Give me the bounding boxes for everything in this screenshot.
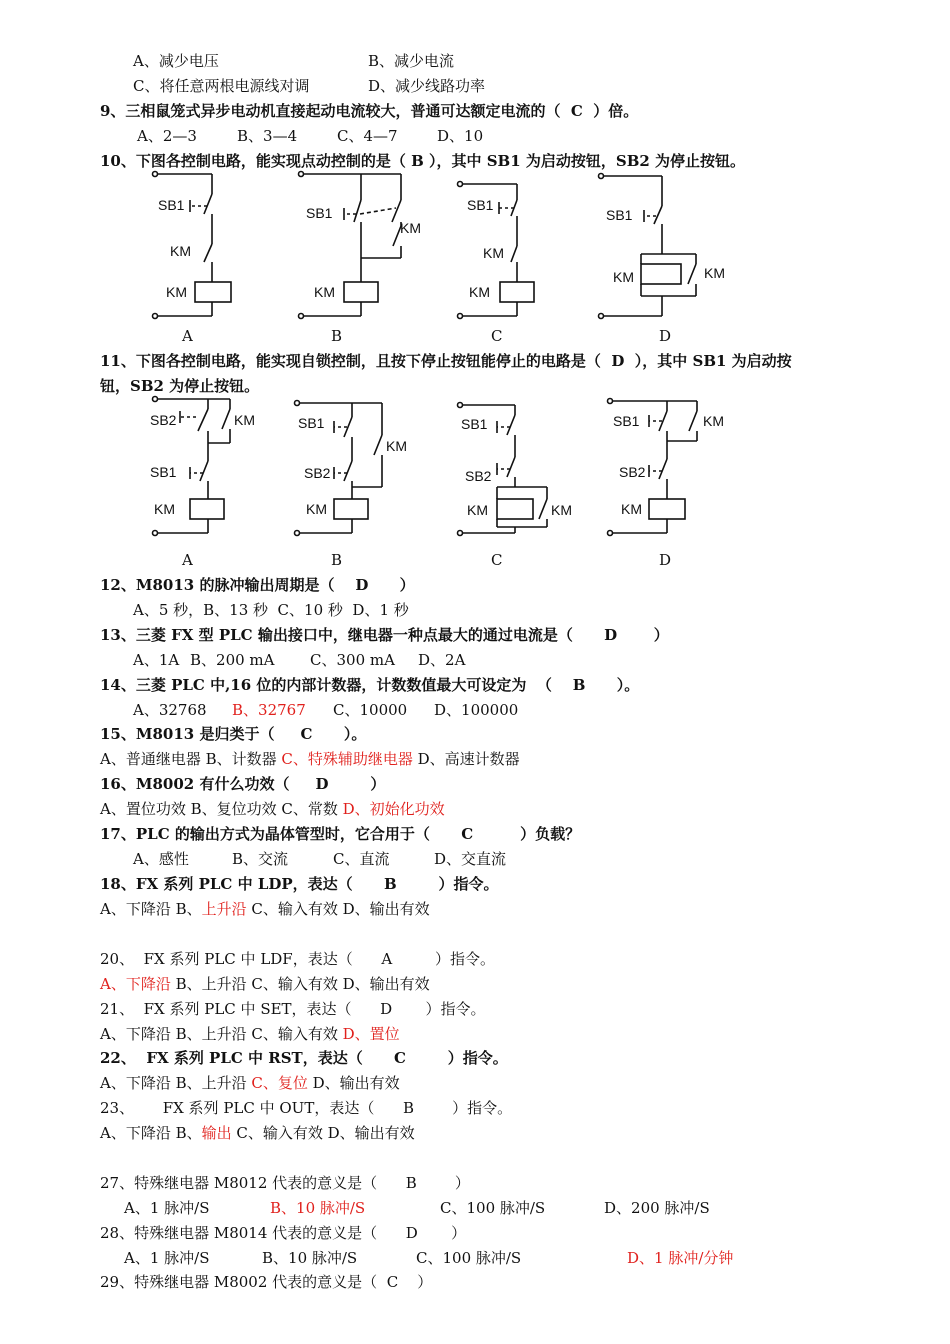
q13-option-b: B、200 mA	[190, 651, 275, 669]
q22-options-ab: A、下降沿 B、上升沿	[100, 1074, 252, 1092]
q29-stem: 29、特殊继电器 M8002 代表的意义是（ C ）	[100, 1273, 433, 1291]
q13-option-c: C、300 mA	[310, 651, 395, 669]
q21-option-d-answer: D、置位	[342, 1025, 400, 1043]
q10d-sb1-label: SB1	[606, 207, 633, 223]
q23-option-a: A、下降沿 B、	[100, 1124, 202, 1142]
q10a-km-coil-label: KM	[166, 284, 187, 300]
q16-options-line	[100, 799, 445, 819]
q23-options-line	[100, 1123, 415, 1143]
q21-options-abc: A、下降沿 B、上升沿 C、输入有效	[100, 1025, 343, 1043]
q11-stem-line1: 11、下图各控制电路，能实现自锁控制，且按下停止按钮能停止的电路是（ D ），其中 SB1 为启动按	[100, 352, 792, 370]
q10c-sb1-label: SB1	[467, 197, 494, 213]
q14-option-c: C、10000	[333, 701, 408, 719]
q20-stem: 20、 FX 系列 PLC 中 LDF，表达（ A ）指令。	[100, 950, 496, 968]
q23-options-cd: C、输入有效 D、输出有效	[231, 1124, 415, 1142]
q8-option-c: C、将任意两根电源线对调	[133, 77, 310, 95]
q18-option-a: A、下降沿 B、	[100, 900, 202, 918]
q11b-km-contact-label: KM	[386, 438, 407, 454]
q15-options-line	[100, 749, 520, 769]
q13-option-d: D、2A	[418, 651, 466, 669]
q11b-sb1-label: SB1	[298, 415, 325, 431]
q18-options-cd: C、输入有效 D、输出有效	[246, 900, 430, 918]
q27-option-d: D、200 脉冲/S	[604, 1199, 710, 1217]
q11-stem-line2: 钮，SB2 为停止按钮。	[100, 377, 260, 395]
q11a-sb1-label: SB1	[150, 464, 177, 480]
q10-caption-a: A	[182, 327, 193, 345]
q21-stem: 21、 FX 系列 PLC 中 SET，表达（ D ）指令。	[100, 1000, 486, 1018]
q9-option-a: A、2—3	[137, 127, 197, 145]
q28-option-d-answer: D、1 脉冲/分钟	[627, 1249, 734, 1267]
q11-caption-a: A	[182, 551, 193, 569]
q11-circuit-c	[455, 395, 595, 540]
q27-option-b-answer: B、10 脉冲/S	[270, 1199, 366, 1217]
q10b-sb1-label: SB1	[306, 205, 333, 221]
q10b-km-coil-label: KM	[314, 284, 335, 300]
q27-stem: 27、特殊继电器 M8012 代表的意义是（ B ）	[100, 1174, 470, 1192]
q23-option-b-answer: 输出	[201, 1124, 232, 1142]
q11-circuit-b	[292, 395, 422, 540]
q16-option-d-answer: D、初始化功效	[342, 800, 445, 818]
q11d-sb1-label: SB1	[613, 413, 640, 429]
q10-circuit-a	[150, 170, 250, 320]
q10a-sb1-label: SB1	[158, 197, 185, 213]
q11c-km-contact-label: KM	[551, 502, 572, 518]
q11b-sb2-label: SB2	[304, 465, 331, 481]
q10b-km-contact-label: KM	[400, 220, 421, 236]
q18-options-line	[100, 899, 430, 919]
q15-stem: 15、M8013 是归类于（ C ）。	[100, 725, 367, 743]
q10-circuit-d	[596, 170, 736, 320]
q8-option-b: B、减少电流	[368, 52, 455, 70]
q10d-km-coil-label: KM	[613, 269, 634, 285]
q27-option-a: A、1 脉冲/S	[124, 1199, 210, 1217]
q17-option-a: A、感性	[133, 850, 189, 868]
q8-option-a: A、减少电压	[133, 52, 219, 70]
q28-option-c: C、100 脉冲/S	[416, 1249, 522, 1267]
q11-caption-b: B	[331, 551, 343, 569]
q11c-sb1-label: SB1	[461, 416, 488, 432]
q12-options: A、5 秒，B、13 秒 C、10 秒 D、1 秒	[133, 601, 409, 619]
q11a-km-coil-label: KM	[154, 501, 175, 517]
q15-option-b: B、计数器	[205, 750, 282, 768]
q10-stem: 10、下图各控制电路，能实现点动控制的是（ B ），其中 SB1 为启动按钮，SB2 为停止按钮。	[100, 152, 746, 170]
q11c-km-coil-label: KM	[467, 502, 488, 518]
q10-caption-d: D	[659, 327, 672, 345]
q13-stem: 13、三菱 FX 型 PLC 输出接口中，继电器一种点最大的通过电流是（ D ）	[100, 626, 669, 644]
q11-caption-d: D	[659, 551, 672, 569]
q18-stem: 18、FX 系列 PLC 中 LDP，表达（ B ）指令。	[100, 875, 499, 893]
q22-option-d: D、输出有效	[307, 1074, 400, 1092]
q16-stem: 16、M8002 有什么功效（ D ）	[100, 775, 386, 793]
q15-option-a: A、普通继电器	[100, 750, 206, 768]
q11d-sb2-label: SB2	[619, 464, 646, 480]
q10c-km-coil-label: KM	[469, 284, 490, 300]
q10-circuit-c	[455, 170, 555, 320]
q11d-km-coil-label: KM	[621, 501, 642, 517]
q10-caption-c: C	[491, 327, 503, 345]
q11a-km-contact-label: KM	[234, 412, 255, 428]
q14-option-d: D、100000	[434, 701, 519, 719]
q10a-km-contact-label: KM	[170, 243, 191, 259]
q22-option-c-answer: C、复位	[251, 1074, 308, 1092]
q17-stem: 17、PLC 的输出方式为晶体管型时，它合用于（ C ）负载？	[100, 825, 581, 843]
q20-options-line	[100, 974, 430, 994]
q20-options-bcd: B、上升沿 C、输入有效 D、输出有效	[170, 975, 430, 993]
q9-option-b: B、3—4	[237, 127, 298, 145]
q28-option-a: A、1 脉冲/S	[124, 1249, 210, 1267]
q10-caption-b: B	[331, 327, 343, 345]
q15-option-d: D、高速计数器	[412, 750, 520, 768]
q15-option-c-answer: C、特殊辅助继电器	[281, 750, 413, 768]
q8-option-d: D、减少线路功率	[368, 77, 486, 95]
q11d-km-contact-label: KM	[703, 413, 724, 429]
q27-option-c: C、100 脉冲/S	[440, 1199, 546, 1217]
q11b-km-coil-label: KM	[306, 501, 327, 517]
q16-options-abc: A、置位功效 B、复位功效 C、常数	[100, 800, 343, 818]
q17-option-d: D、交直流	[434, 850, 507, 868]
q20-option-a-answer: A、下降沿	[100, 975, 171, 993]
q28-option-b: B、10 脉冲/S	[262, 1249, 358, 1267]
q17-option-c: C、直流	[333, 850, 390, 868]
q11-caption-c: C	[491, 551, 503, 569]
q18-option-b-answer: 上升沿	[201, 900, 247, 918]
q17-option-b: B、交流	[232, 850, 289, 868]
q10-circuit-b	[296, 170, 426, 320]
q28-stem: 28、特殊继电器 M8014 代表的意义是（ D ）	[100, 1224, 467, 1242]
q14-option-b-answer: B、32767	[232, 701, 306, 719]
q12-stem: 12、M8013 的脉冲输出周期是（ D ）	[100, 576, 415, 594]
q9-stem: 9、三相鼠笼式异步电动机直接起动电流较大，普通可达额定电流的（ C ）倍。	[100, 102, 639, 120]
q10c-km-contact-label: KM	[483, 245, 504, 261]
q14-stem: 14、三菱 PLC 中,16 位的内部计数器，计数数值最大可设定为 （ B ）。	[100, 676, 640, 694]
q11a-sb2-label: SB2	[150, 412, 177, 428]
q10d-km-contact-label: KM	[704, 265, 725, 281]
q22-stem: 22、 FX 系列 PLC 中 RST，表达（ C ）指令。	[100, 1049, 508, 1067]
q13-option-a: A、1A	[133, 651, 180, 669]
q9-option-c: C、4—7	[337, 127, 398, 145]
q14-option-a: A、32768	[133, 701, 207, 719]
q23-stem: 23、 FX 系列 PLC 中 OUT，表达（ B ）指令。	[100, 1099, 513, 1117]
q11-circuit-d	[605, 395, 735, 540]
q11c-sb2-label: SB2	[465, 468, 492, 484]
q11-circuit-a	[150, 395, 270, 540]
q9-option-d: D、10	[437, 127, 484, 145]
q22-options-line	[100, 1073, 400, 1093]
q21-options-line	[100, 1024, 400, 1044]
